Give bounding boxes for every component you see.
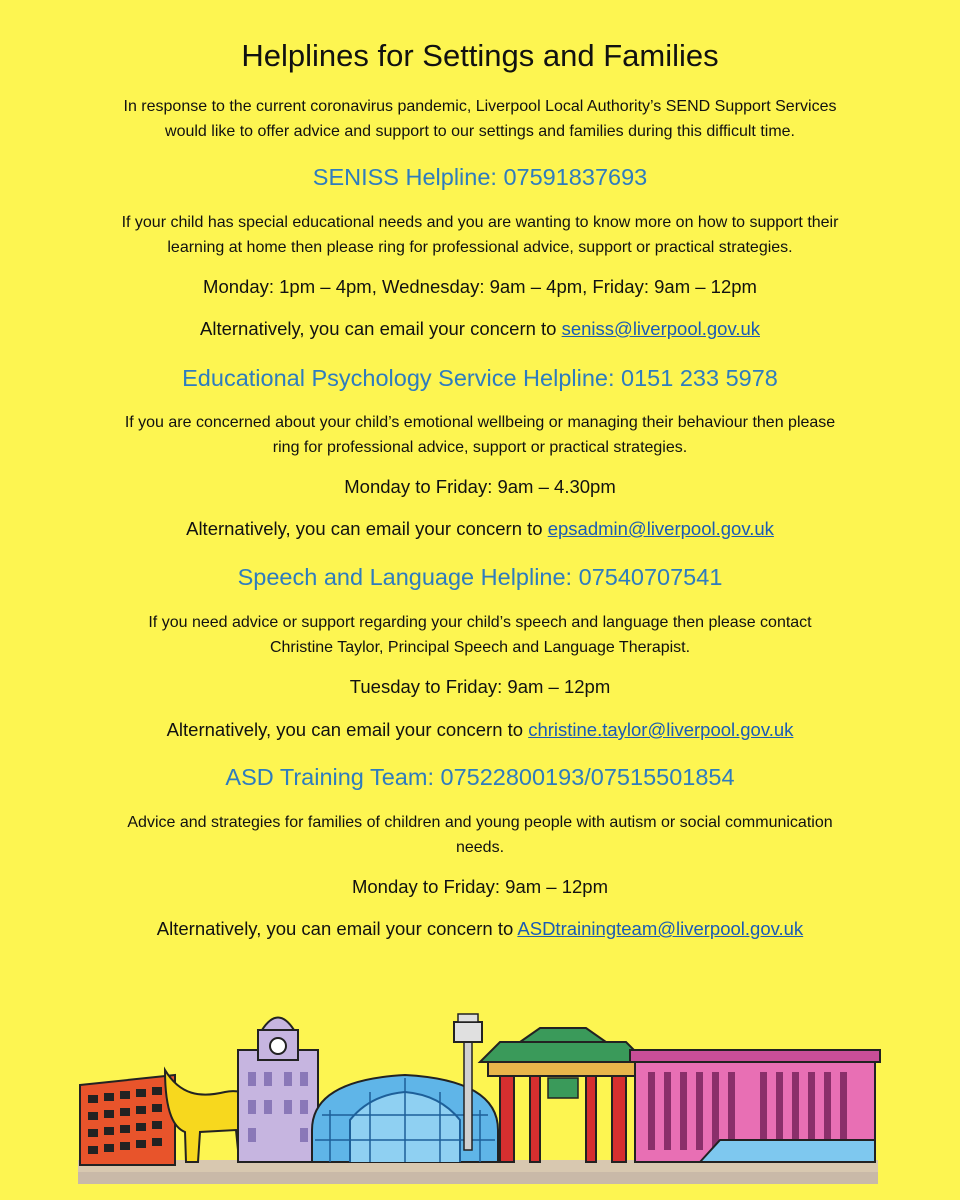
royal-liver-building (238, 1018, 318, 1163)
eps-email-line (40, 516, 920, 542)
eps-email-prefix: Alternatively, you can email your concern to (186, 518, 548, 539)
speech-language-email-prefix: Alternatively, you can email your concern to (166, 719, 529, 740)
asd-description-line-2: needs. (455, 839, 505, 856)
page-title: Helplines for Settings and Families (241, 38, 719, 73)
asd-training-team-heading: ASD Training Team: 07522800193/07515501854 (225, 764, 735, 790)
albert-dock-building (80, 1075, 175, 1165)
speech-language-email-link[interactable]: christine.taylor@liverpool.gov.uk (528, 719, 794, 740)
liverpool-skyline-illustration (0, 1000, 960, 1200)
asd-email-link[interactable]: ASDtrainingteam@liverpool.gov.uk (517, 918, 804, 939)
intro-line-1: In response to the current coronavirus pandemic, Liverpool Local Authority’s SEND Support Services (123, 98, 837, 115)
eps-description-line-2: ring for professional advice, support or practical strategies. (272, 439, 688, 456)
asd-email-line (40, 916, 920, 942)
eps-hours: Monday to Friday: 9am – 4.30pm (344, 476, 616, 497)
seniss-hours: Monday: 1pm – 4pm, Wednesday: 9am – 4pm, Friday: 9am – 12pm (203, 276, 757, 297)
asd-description-line-1: Advice and strategies for families of children and young people with autism or social communication (127, 814, 833, 831)
seniss-email-link[interactable]: seniss@liverpool.gov.uk (561, 318, 760, 339)
st-georges-hall (630, 1050, 880, 1162)
speech-language-hours: Tuesday to Friday: 9am – 12pm (349, 676, 611, 697)
seniss-email-line (40, 316, 920, 342)
seniss-email-prefix: Alternatively, you can email your concern to (200, 318, 562, 339)
speech-language-description-line-2: Christine Taylor, Principal Speech and Language Therapist. (269, 639, 691, 656)
eps-email-link[interactable]: epsadmin@liverpool.gov.uk (547, 518, 774, 539)
asd-email-prefix: Alternatively, you can email your concern to (156, 918, 518, 939)
chinese-arch (480, 1028, 646, 1162)
ground-strip (78, 1170, 878, 1184)
speech-language-helpline-heading: Speech and Language Helpline: 07540707541 (237, 564, 723, 590)
seniss-description-line-2: learning at home then please ring for professional advice, support or practical strategies. (167, 239, 793, 256)
speech-language-description-line-1: If you need advice or support regarding your child’s speech and language then please contact (148, 614, 812, 631)
speech-language-email-line (40, 717, 920, 743)
eps-helpline-heading: Educational Psychology Service Helpline: 0151 233 5978 (182, 365, 778, 391)
seniss-helpline-heading: SENISS Helpline: 07591837693 (312, 164, 648, 190)
asd-hours: Monday to Friday: 9am – 12pm (351, 876, 609, 897)
seniss-description-line-1: If your child has special educational needs and you are wanting to know more on how to support their (121, 214, 839, 231)
intro-line-2: would like to offer advice and support to our settings and families during this difficult time. (165, 123, 795, 140)
eps-description-line-1: If you are concerned about your child’s emotional wellbeing or managing their behaviour then please (124, 414, 836, 431)
